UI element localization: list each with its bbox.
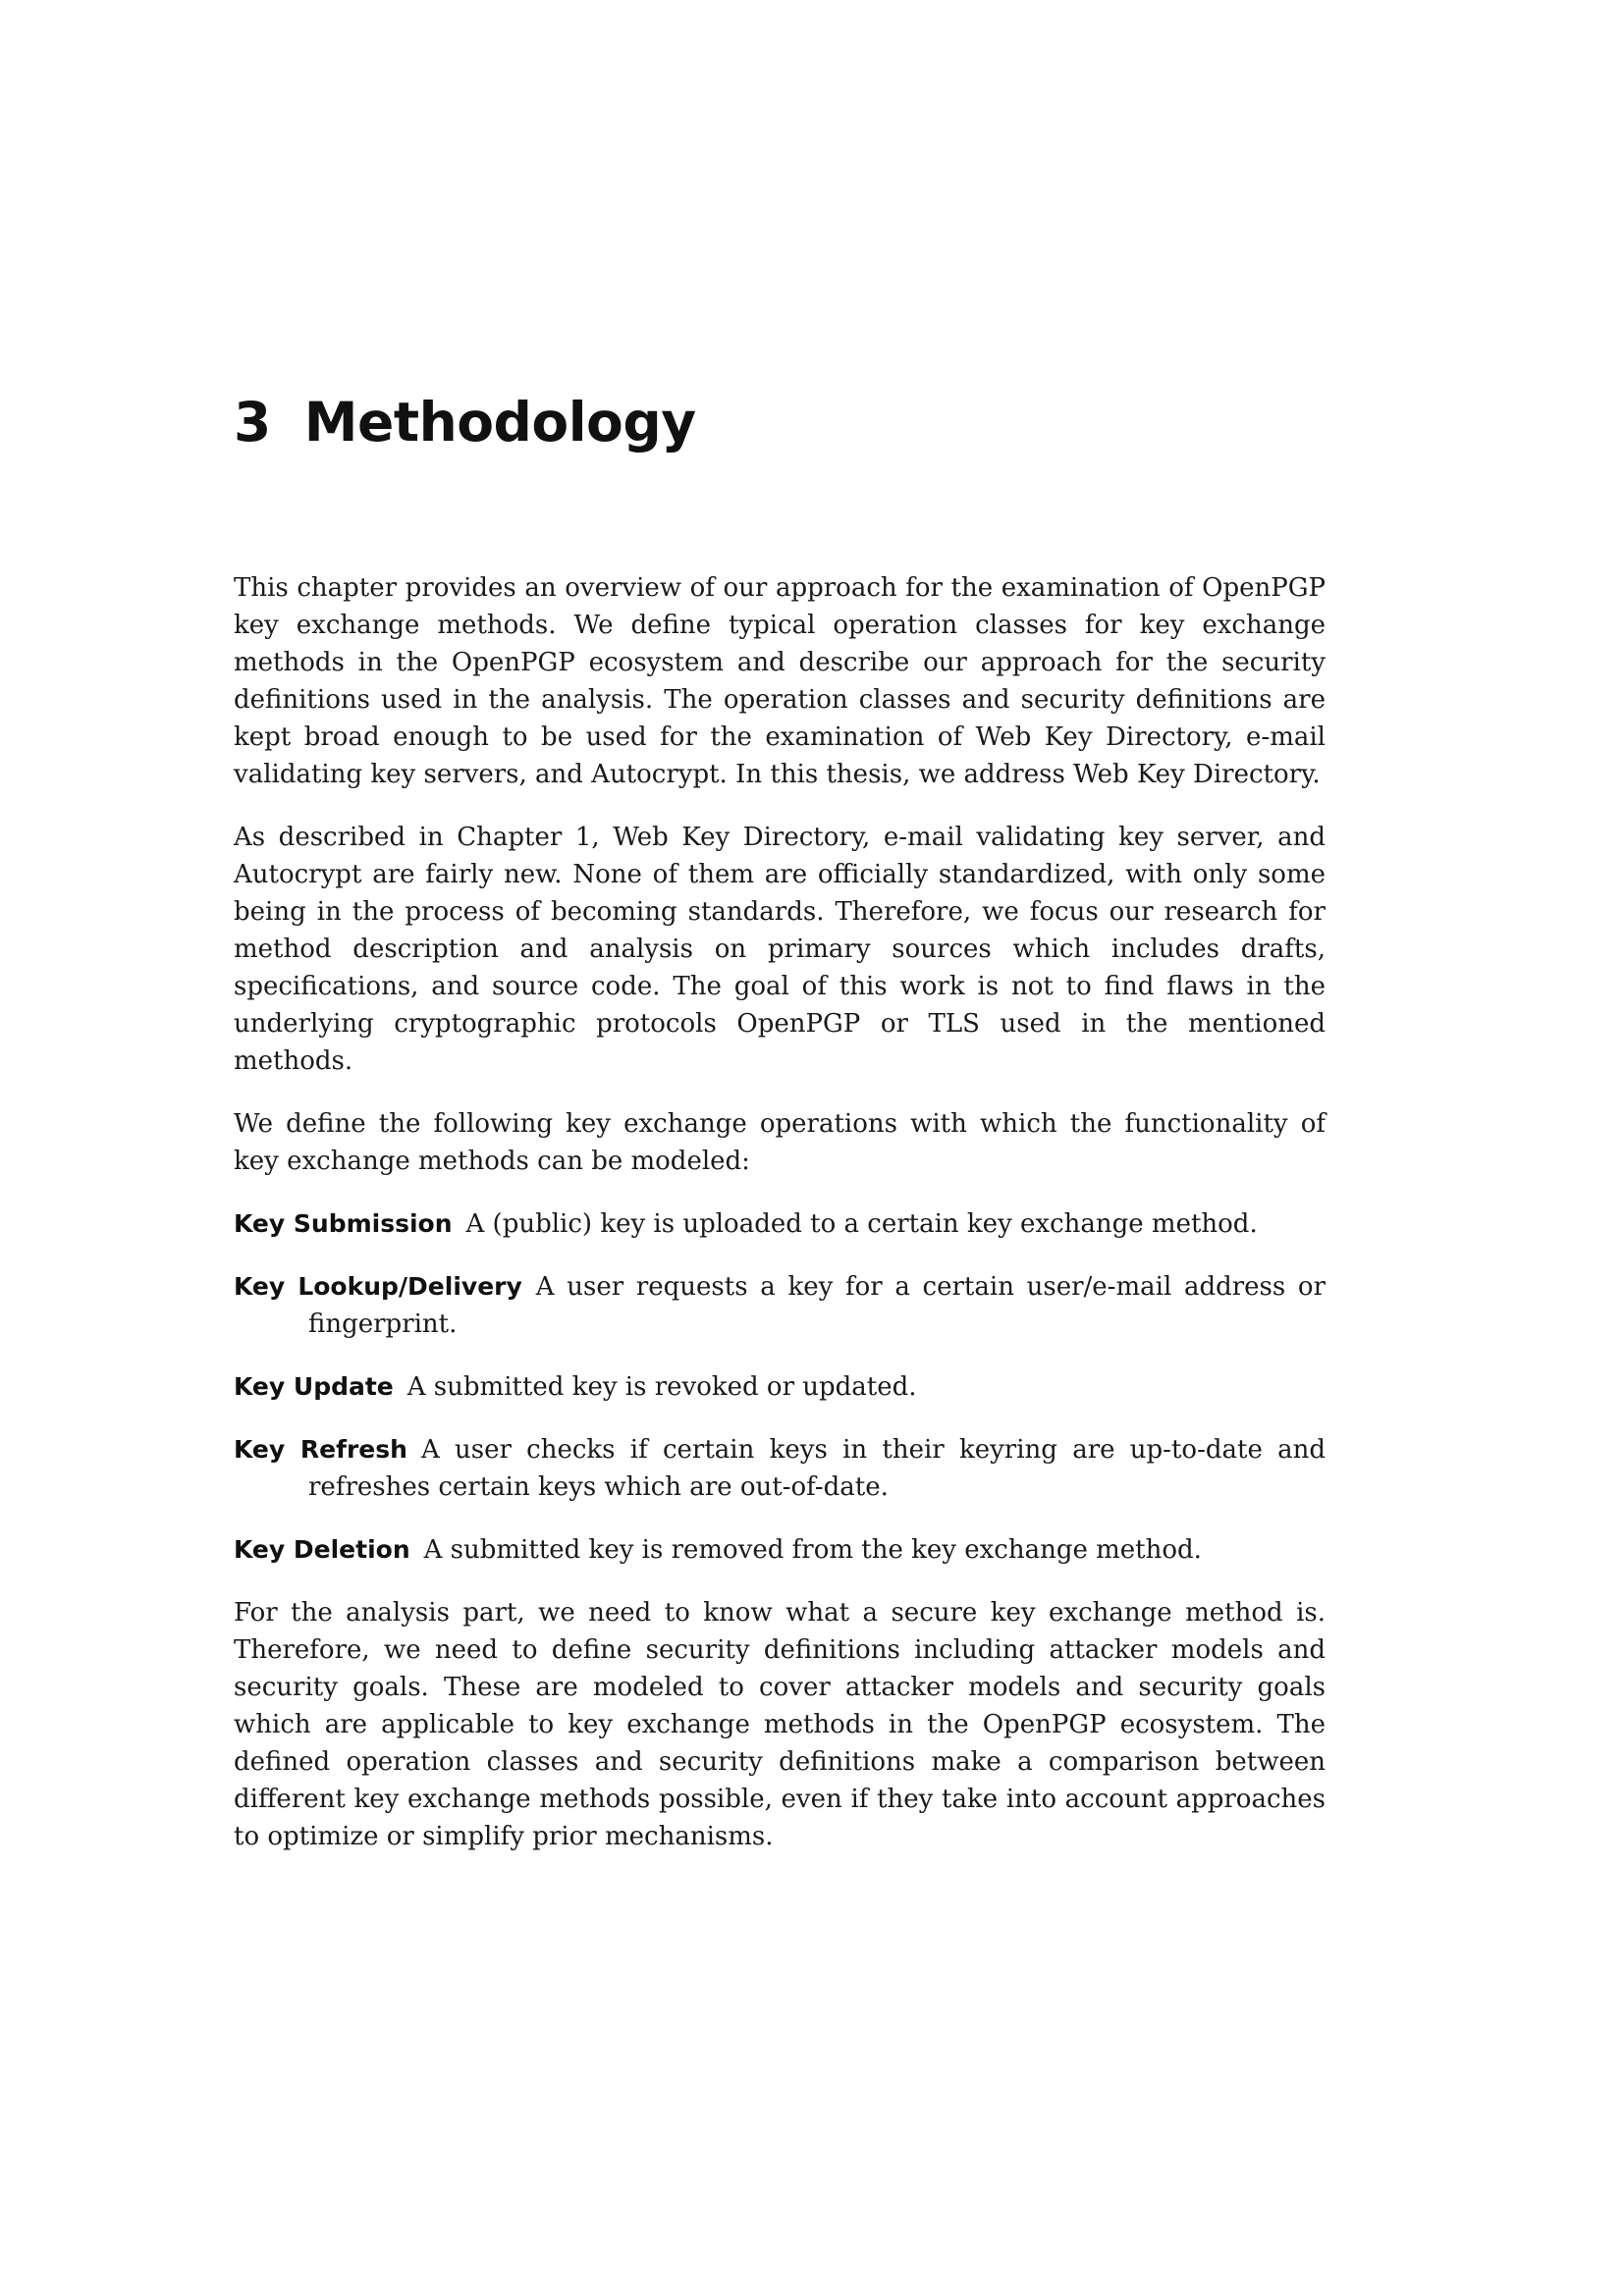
- operation-term: Key Deletion: [234, 1535, 410, 1564]
- sources-paragraph: As described in Chapter 1, Web Key Directory, e-mail validating key server, and Autocrypt are fairly new. None of them are officially standardized, with only some being in the process of becoming standards. Therefore, we focus our research for method description and analysis on primary sources which includes drafts, specifications, and source code. The goal of this work is not to find flaws in the underlying cryptographic protocols OpenPGP or TLS used in the mentioned methods.: [234, 823, 1326, 1076]
- chapter-number: 3: [234, 391, 271, 454]
- operation-key-update: [234, 1368, 1326, 1406]
- operation-description: A user requests a key for a certain user/e-mail address or fingerprint.: [308, 1272, 1326, 1339]
- operation-term: Key Update: [234, 1372, 394, 1401]
- operation-key-deletion: [234, 1531, 1326, 1569]
- operation-term: Key Refresh: [234, 1435, 407, 1464]
- operation-term: Key Submission: [234, 1209, 453, 1238]
- operation-description: A (public) key is uploaded to a certain key exchange method.: [465, 1209, 1258, 1239]
- operation-key-submission: [234, 1205, 1326, 1243]
- intro-paragraph: This chapter provides an overview of our approach for the examination of OpenPGP key exchange methods. We define typical operation classes for key exchange methods in the OpenPGP ecosystem and describe our approach for the security definitions used in the analysis. The operation classes and security definitions are kept broad enough to be used for the examination of Web Key Directory, e-mail validating key servers, and Autocrypt. In this thesis, we address Web Key Directory.: [234, 573, 1326, 789]
- operation-key-refresh: [234, 1431, 1326, 1506]
- operation-description: A submitted key is revoked or updated.: [406, 1372, 917, 1402]
- operation-key-lookup-delivery: [234, 1268, 1326, 1343]
- chapter-heading: [234, 383, 1326, 461]
- operations-intro-paragraph: We define the following key exchange operations with which the functionality of key exchange methods can be modeled:: [234, 1109, 1326, 1176]
- chapter-title: Methodology: [303, 391, 696, 454]
- analysis-paragraph: For the analysis part, we need to know what a secure key exchange method is. Therefore, we need to define security definitions including attacker models and security goals. These are modeled to cover attacker models and security goals which are applicable to key exchange methods in the OpenPGP ecosystem. The defined operation classes and security definitions make a comparison between different key exchange methods possible, even if they take into account approaches to optimize or simplify prior mechanisms.: [234, 1598, 1326, 1851]
- operations-list: [234, 1205, 1326, 1569]
- operation-description: A user checks if certain keys in their keyring are up-to-date and refreshes certain keys which are out-of-date.: [308, 1435, 1326, 1502]
- operation-term: Key Lookup/Delivery: [234, 1272, 522, 1301]
- page-content: [234, 383, 1326, 1881]
- operation-description: A submitted key is removed from the key exchange method.: [423, 1535, 1202, 1565]
